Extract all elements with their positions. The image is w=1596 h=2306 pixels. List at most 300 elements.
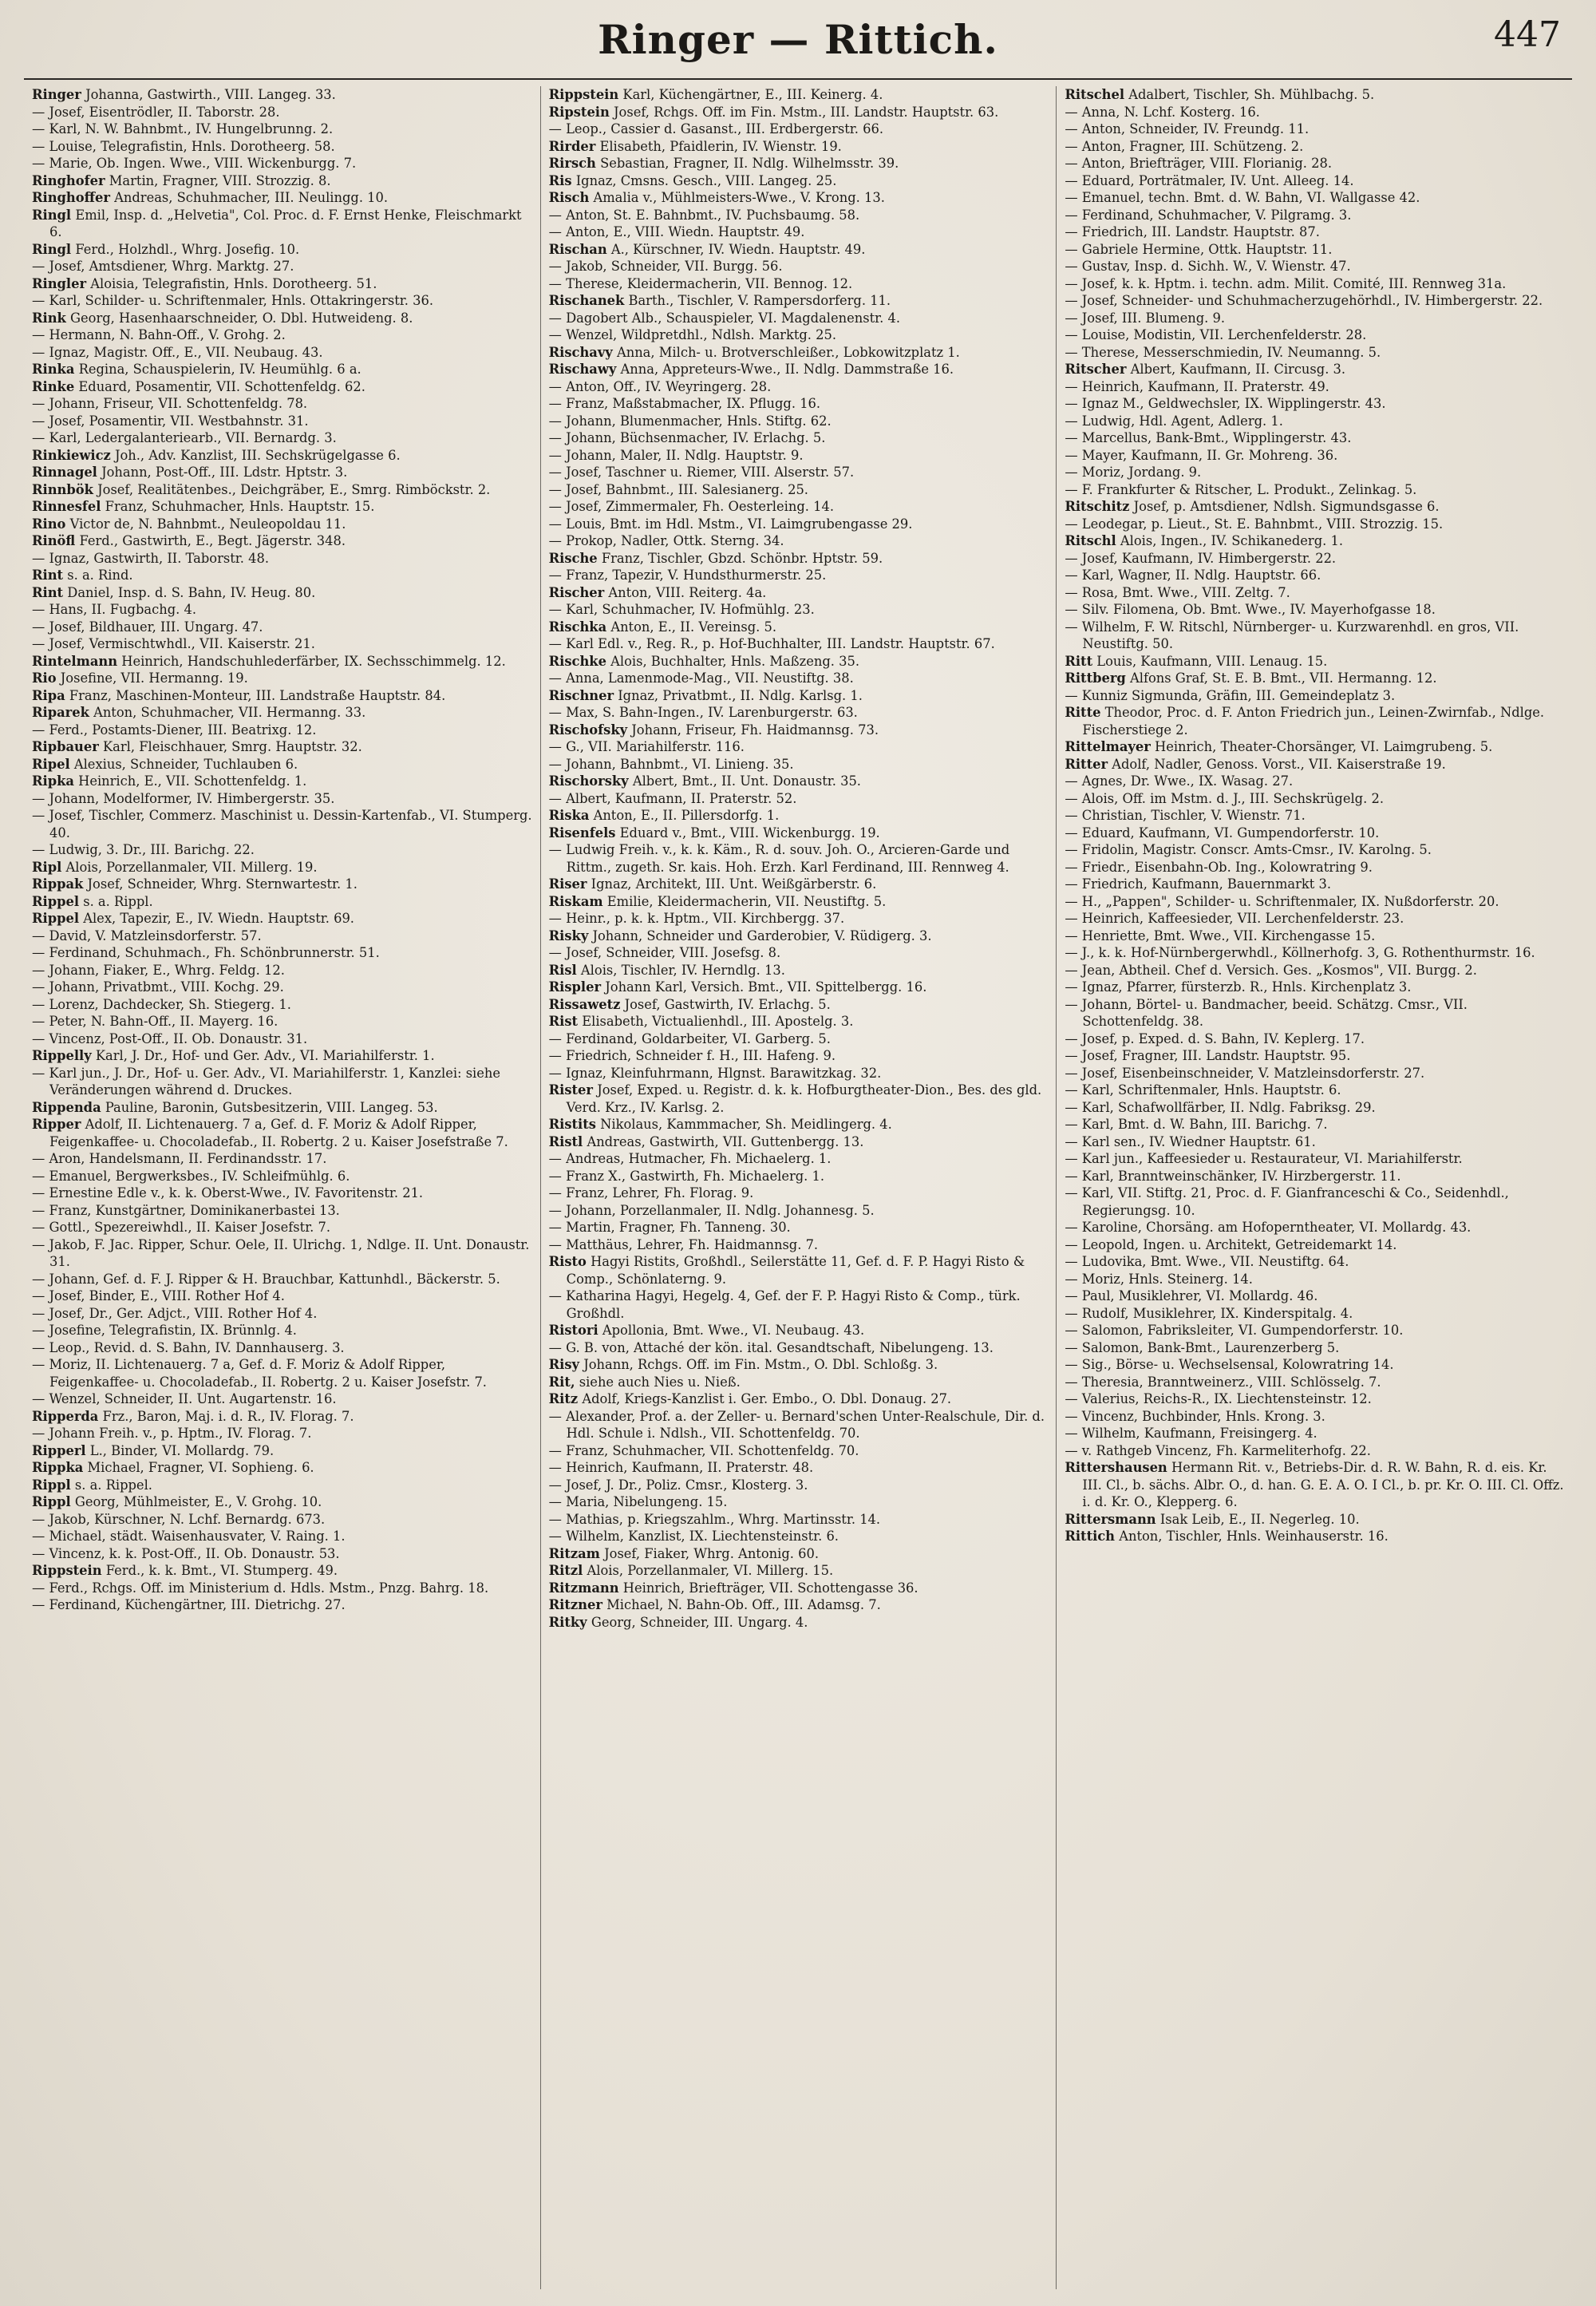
entry-details: — Rosa, Bmt. Wwe., VIII. Zeltg. 7. [1065,584,1290,600]
directory-entry [32,1287,532,1305]
entry-details: Anna, Milch- u. Brotverschleißer., Lobkowitzplatz 1. [616,344,960,360]
entry-surname: Rippl [32,1494,71,1509]
directory-entry [1065,859,1564,876]
entry-details: — Josef, Schneider, VIII. Josefsg. 8. [548,945,781,960]
directory-entry [32,1030,532,1048]
directory-columns [24,86,1572,2289]
entry-details: Hagyi Ristits, Großhdl., Seilerstätte 11, Gef. d. F. P. Hagyi Risto & Comp., Schönlaterng. 9. [566,1254,1025,1287]
entry-details: Heinrich, Briefträger, VII. Schottengasse 36. [622,1580,918,1596]
entry-details: Johanna, Gastwirth., VIII. Langeg. 33. [85,87,336,102]
entry-details: — Vincenz, Post-Off., II. Ob. Donaustr. 31. [32,1030,308,1046]
directory-entry [549,310,1049,327]
directory-entry [1065,104,1564,121]
entry-surname: Rinöfl [32,533,76,548]
entry-surname: Rint [32,584,64,600]
entry-details: — Johann, Büchsenmacher, IV. Erlachg. 5. [548,430,826,445]
entry-surname: Rische [548,550,598,566]
directory-entry [549,876,1049,893]
entry-surname: Rinnesfel [32,499,101,514]
entry-details: Barth., Tischler, V. Rampersdorferg. 11. [628,293,891,308]
entry-surname: Ristori [548,1323,598,1338]
entry-details: — Matthäus, Lehrer, Fh. Haidmannsg. 7. [548,1236,819,1252]
directory-entry [32,1168,532,1185]
entry-surname: Risy [548,1357,579,1372]
directory-entry [549,619,1049,636]
entry-details: — Karl, Wagner, II. Ndlg. Hauptstr. 66. [1065,568,1321,583]
entry-details: — Mathias, p. Kriegszahlm., Whrg. Martinsstr. 14. [548,1511,881,1527]
directory-entry [1065,1425,1564,1442]
entry-details: — Marcellus, Bank-Bmt., Wipplingerstr. 43. [1065,430,1352,445]
directory-entry [549,1150,1049,1168]
entry-details: — Ludwig, Hdl. Agent, Adlerg. 1. [1065,413,1283,429]
entry-surname: Riser [548,876,587,892]
entry-details: — Jakob, Schneider, VII. Burgg. 56. [548,259,783,274]
entry-details: — Josef, Eisenbeinschneider, V. Matzleinsdorferstr. 27. [1065,1065,1425,1081]
entry-details: Ignaz, Architekt, III. Unt. Weißgärberstr. 6. [591,876,877,892]
entry-details: — Moriz, Jordang. 9. [1065,465,1202,480]
directory-entry [32,481,532,499]
entry-details: Josef, Fiaker, Whrg. Antonig. 60. [604,1545,820,1561]
directory-entry [1065,138,1564,156]
entry-details: — Max, S. Bahn-Ingen., IV. Larenburgerstr. 63. [548,705,858,720]
entry-details: — Johann, Gef. d. F. J. Ripper & H. Brauchbar, Kattunhdl., Bäckerstr. 5. [32,1271,500,1287]
entry-details: s. a. Rind. [67,568,133,583]
directory-entry [549,223,1049,241]
entry-details: Anton, E., II. Pillersdorfg. 1. [593,808,780,823]
entry-details: — Kunniz Sigmunda, Gräfin, III. Gemeindeplatz 3. [1065,687,1396,703]
directory-entry [32,1493,532,1511]
directory-entry [1065,1390,1564,1408]
entry-details: — Ludwig, 3. Dr., III. Barichg. 22. [32,842,255,857]
directory-entry [549,1116,1049,1133]
directory-entry [32,498,532,516]
directory-entry [32,413,532,430]
directory-entry [549,395,1049,413]
directory-entry [549,790,1049,808]
entry-details: — F. Frankfurter & Ritscher, L. Produkt., Zelinkag. 5. [1065,481,1417,497]
entry-details: — Josef, Binder, E., VIII. Rother Hof 4. [32,1288,285,1303]
entry-details: — Mayer, Kaufmann, II. Gr. Mohreng. 36. [1065,447,1338,463]
entry-surname: Rinnagel [32,465,97,480]
entry-details: Josef, Exped. u. Registr. d. k. k. Hofburgtheater-Dion., Bes. des gld. Verd. Krz., IV. Karlsg. 2. [566,1082,1042,1115]
directory-entry [549,172,1049,190]
entry-details: — Leodegar, p. Lieut., St. E. Bahnbmt., VIII. Strozzig. 15. [1065,516,1444,532]
entry-surname: Rittershausen [1065,1460,1167,1475]
entry-details: Josef, Schneider, Whrg. Sternwartestr. 1. [87,876,358,892]
directory-entry [32,859,532,876]
directory-entry [549,825,1049,842]
directory-entry [549,1236,1049,1254]
entry-details: — Friedrich, III. Landstr. Hauptstr. 87. [1065,224,1320,239]
entry-details: — Dagobert Alb., Schauspieler, VI. Magdalenenstr. 4. [548,310,901,326]
directory-entry [32,1511,532,1529]
directory-entry [32,275,532,293]
directory-entry [32,1065,532,1099]
directory-entry [1065,704,1564,738]
entry-details: Elisabeth, Victualienhdl., III. Apostelg. 3. [582,1014,854,1029]
directory-entry [1065,1408,1564,1426]
entry-details: — Albert, Kaufmann, II. Praterstr. 52. [548,790,797,806]
directory-entry [32,1408,532,1426]
entry-details: Johann Karl, Versich. Bmt., VII. Spittelbergg. 16. [605,979,927,995]
directory-entry [32,1425,532,1442]
entry-details: Elisabeth, Pfaidlerin, IV. Wienstr. 19. [599,138,842,154]
directory-entry [1065,1459,1564,1511]
entry-surname: Rischavy [548,344,613,360]
directory-entry [1065,876,1564,893]
entry-details: Alois, Ingen., IV. Schikanederg. 1. [1120,533,1344,548]
entry-details: Nikolaus, Kammmacher, Sh. Meidlingerg. 4. [600,1117,892,1132]
directory-entry [549,292,1049,310]
entry-details: Sebastian, Fragner, II. Ndlg. Wilhelmsstr. 39. [600,156,899,171]
entry-details: Karl, Küchengärtner, E., III. Keinerg. 4. [622,87,883,102]
entry-details: — Eduard, Kaufmann, VI. Gumpendorferstr. 10. [1065,825,1380,841]
entry-details: — Karl, Schafwollfärber, II. Ndlg. Fabriksg. 29. [1065,1099,1376,1115]
entry-details: Adolf, Nadler, Genoss. Vorst., VII. Kaiserstraße 19. [1112,756,1446,772]
directory-entry [1065,962,1564,979]
entry-details: Franz, Tischler, Gbzd. Schönbr. Hptstr. 59. [601,550,883,566]
directory-entry [1065,344,1564,362]
entry-details: Johann, Schneider und Garderobier, V. Rüdigerg. 3. [592,928,932,943]
directory-entry [32,910,532,928]
entry-details: — Johann, Privatbmt., VIII. Kochg. 29. [32,979,284,995]
directory-entry [1065,1185,1564,1219]
entry-details: Adolf, II. Lichtenauerg. 7 a, Gef. d. F. Moriz & Adolf Ripper, Feigenkaffee- u. Chocoladefab., II. Robertg. 2 u. Kaiser Josefstraße 7. [49,1117,508,1149]
directory-entry [549,944,1049,962]
directory-entry [549,104,1049,121]
directory-entry [32,1150,532,1168]
directory-entry [1065,687,1564,705]
entry-details: — Therese, Messerschmiedin, IV. Neumanng. 5. [1065,344,1381,360]
entry-details: Eduard, Posamentir, VII. Schottenfeldg. 62. [78,378,365,394]
entry-details: — Ludovika, Bmt. Wwe., VII. Neustiftg. 64. [1065,1254,1349,1269]
directory-entry [549,1047,1049,1065]
entry-details: — Josef, Posamentir, VII. Westbahnstr. 31. [32,413,309,429]
entry-surname: Ripl [32,859,62,875]
entry-surname: Ritschitz [1065,499,1130,514]
entry-details: — Heinrich, Kaffeesieder, VII. Lerchenfelderstr. 23. [1065,911,1404,926]
entry-details: — G. B. von, Attaché der kön. ital. Gesandtschaft, Nibelungeng. 13. [548,1339,994,1355]
entry-details: — Anton, Briefträger, VIII. Florianig. 28. [1065,156,1333,171]
directory-entry [32,1356,532,1390]
entry-details: Josef, p. Amtsdiener, Ndlsh. Sigmundsgasse 6. [1133,499,1440,514]
directory-entry [32,241,532,259]
entry-details: — Josef, Schneider- und Schuhmacherzugehörhdl., IV. Himbergerstr. 22. [1065,293,1543,308]
entry-surname: Rippka [32,1460,84,1475]
directory-entry [1065,310,1564,327]
directory-entry [1065,825,1564,842]
directory-entry [1065,790,1564,808]
directory-entry [32,464,532,481]
directory-entry [549,1339,1049,1357]
directory-entry [1065,258,1564,275]
entry-details: Louis, Kaufmann, VIII. Lenaug. 15. [1096,653,1328,669]
directory-entry [1065,944,1564,962]
entry-surname: Ringer [32,87,81,102]
entry-surname: Rittich [1065,1529,1116,1544]
entry-details: Michael, Fragner, VI. Sophieng. 6. [87,1460,314,1475]
entry-details: — Ignaz M., Geldwechsler, IX. Wipplingerstr. 43. [1065,396,1386,411]
entry-surname: Ripperl [32,1442,86,1458]
entry-surname: Rink [32,310,66,326]
directory-entry [549,1287,1049,1322]
directory-entry [549,121,1049,138]
directory-entry [1065,807,1564,825]
entry-details: — Anna, Lamenmode-Mag., VII. Neustiftg. 38. [548,670,854,686]
directory-entry [32,876,532,893]
directory-entry [1065,601,1564,619]
entry-details: Pauline, Baronin, Gutsbesitzerin, VIII. Langeg. 53. [105,1099,438,1115]
entry-details: Johann, Rchgs. Off. im Fin. Mstm., O. Dbl. Schloßg. 3. [583,1357,938,1372]
entry-details: — Vincenz, k. k. Post-Off., II. Ob. Donaustr. 53. [32,1545,340,1561]
entry-details: — Christian, Tischler, V. Wienstr. 71. [1065,808,1306,823]
directory-entry [549,1528,1049,1545]
directory-entry [549,996,1049,1014]
directory-entry [32,310,532,327]
entry-surname: Ritky [548,1614,587,1630]
directory-entry [1065,996,1564,1030]
directory-entry [549,567,1049,584]
entry-details: — Michael, städt. Waisenhausvater, V. Raing. 1. [32,1529,346,1544]
entry-details: — Ferdinand, Schuhmach., Fh. Schönbrunnerstr. 51. [32,945,380,960]
entry-details: — Josef, J. Dr., Poliz. Cmsr., Klosterg. 3. [548,1477,808,1493]
directory-entry [1065,1030,1564,1048]
directory-entry [549,1390,1049,1408]
entry-details: — Fridolin, Magistr. Conscr. Amts-Cmsr., IV. Karolng. 5. [1065,842,1432,857]
entry-surname: Rinke [32,378,75,394]
entry-details: — Gustav, Insp. d. Sichh. W., V. Wienstr. 47. [1065,259,1351,274]
entry-details: Emil, Insp. d. „Helvetia", Col. Proc. d. F. Ernst Henke, Fleischmarkt 6. [49,207,522,239]
directory-entry [32,893,532,911]
entry-details: Georg, Schneider, III. Ungarg. 4. [591,1614,808,1630]
entry-details: — Rudolf, Musiklehrer, IX. Kinderspitalg. 4. [1065,1305,1353,1321]
entry-surname: Rippelly [32,1048,92,1063]
entry-details: Josef, Gastwirth, IV. Erlachg. 5. [624,996,831,1012]
entry-details: — J., k. k. Hof-Nürnbergerwhdl., Köllnerhofg. 3, G. Rothenthurmstr. 16. [1065,945,1535,960]
entry-details: — Therese, Kleidermacherin, VII. Bennog. 12. [548,275,853,291]
directory-entry [549,893,1049,911]
directory-entry [32,447,532,465]
entry-details: s. a. Rippel. [74,1477,152,1493]
entry-details: — Silv. Filomena, Ob. Bmt. Wwe., IV. Mayerhofgasse 18. [1065,602,1436,617]
entry-surname: Rister [548,1082,593,1098]
entry-details: — Karl, Schriftenmaler, Hnls. Hauptstr. 6. [1065,1082,1341,1098]
directory-entry [32,155,532,172]
directory-entry [32,1219,532,1236]
entry-surname: Rio [32,670,57,686]
directory-entry [32,738,532,756]
entry-details: — Wilhelm, Kanzlist, IX. Liechtensteinstr. 6. [548,1529,839,1544]
directory-entry [32,1099,532,1117]
entry-details: — v. Rathgeb Vincenz, Fh. Karmeliterhofg. 22. [1065,1442,1371,1458]
entry-details: — Alexander, Prof. a. der Zeller- u. Bernard'schen Unter-Realschule, Dir. d. Hdl. Schule i. Ndlsh., VII. Schottenfeldg. 70. [548,1408,1045,1441]
directory-entry [549,1185,1049,1202]
entry-surname: Ringler [32,275,87,291]
directory-entry [1065,1150,1564,1168]
entry-details: Adolf, Kriegs-Kanzlist i. Ger. Embo., O. Dbl. Donaug. 27. [582,1391,952,1406]
entry-surname: Ris [548,172,572,188]
directory-entry [1065,413,1564,430]
entry-details: — Ferdinand, Goldarbeiter, VI. Garberg. 5. [548,1030,831,1046]
directory-entry [32,1442,532,1460]
directory-entry [32,86,532,104]
entry-surname: Ritt [1065,653,1093,669]
directory-entry [549,326,1049,344]
entry-details: Alexius, Schneider, Tuchlauben 6. [73,756,298,772]
directory-entry [32,687,532,705]
entry-details: — Anna, N. Lchf. Kosterg. 16. [1065,104,1260,120]
entry-surname: Rispler [548,979,602,995]
entry-details: — David, V. Matzleinsdorferstr. 57. [32,928,262,943]
entry-details: Heinrich, E., VII. Schottenfeldg. 1. [78,773,307,789]
directory-entry [549,498,1049,516]
entry-details: Andreas, Gastwirth, VII. Guttenbergg. 13. [587,1133,864,1149]
directory-entry [549,532,1049,550]
entry-details: — Peter, N. Bahn-Off., II. Mayerg. 16. [32,1014,279,1029]
entry-surname: Rippstein [548,87,619,102]
entry-details: Heinrich, Handschuhlederfärber, IX. Sechsschimmelg. 12. [121,653,506,669]
entry-details: — Jean, Abtheil. Chef d. Versich. Ges. „Kosmos", VII. Burgg. 2. [1065,962,1477,978]
entry-details: — Josef, Dr., Ger. Adjct., VIII. Rother Hof 4. [32,1305,318,1321]
directory-entry [1065,1133,1564,1151]
entry-details: — Anton, St. E. Bahnbmt., IV. Puchsbaumg. 58. [548,207,860,223]
entry-details: Josef, Realitätenbes., Deichgräber, E., Smrg. Rimböckstr. 2. [97,481,491,497]
entry-details: — Johann, Maler, II. Ndlg. Hauptstr. 9. [548,447,804,463]
entry-details: Ignaz, Cmsns. Gesch., VIII. Langeg. 25. [575,172,837,188]
column-2 [540,86,1057,2289]
entry-details: — Aron, Handelsmann, II. Ferdinandsstr. 17. [32,1151,327,1166]
entry-surname: Ritschl [1065,533,1116,548]
directory-entry [32,807,532,841]
entry-details: — Franz, Lehrer, Fh. Florag. 9. [548,1185,754,1200]
directory-entry [1065,756,1564,773]
entry-details: — Karl, Schilder- u. Schriftenmaler, Hnls. Ottakringerstr. 36. [32,293,434,308]
entry-details: — Johann, Börtel- u. Bandmacher, beeid. Schätzg. Cmsr., VII. Schottenfeldg. 38. [1065,996,1468,1029]
entry-details: — Josef, Bahnbmt., III. Salesianerg. 25. [548,481,808,497]
directory-entry [1065,481,1564,499]
entry-details: — Karl Edl. v., Reg. R., p. Hof-Buchhalter, III. Landstr. Hauptstr. 67. [548,636,995,651]
entry-details: — Karl, Branntweinschänker, IV. Hirzbergerstr. 11. [1065,1168,1401,1184]
entry-details: — Heinrich, Kaufmann, II. Praterstr. 48. [548,1460,814,1475]
entry-details: — H., „Pappen", Schilder- u. Schriftenmaler, IX. Nußdorferstr. 20. [1065,893,1499,909]
entry-details: — Gabriele Hermine, Ottk. Hauptstr. 11. [1065,241,1333,257]
entry-details: — Theresia, Branntweinerz., VIII. Schlösselg. 7. [1065,1374,1381,1390]
entry-details: — Ignaz, Pfarrer, fürsterzb. R., Hnls. Kirchenplatz 3. [1065,979,1412,995]
entry-surname: Rippenda [32,1099,101,1115]
entry-details: — Josef, Fragner, III. Landstr. Hauptstr. 95. [1065,1048,1351,1063]
directory-entry [1065,979,1564,996]
entry-details: Isak Leib, E., II. Negerleg. 10. [1159,1511,1360,1527]
entry-surname: Ripa [32,687,65,703]
directory-entry [549,1596,1049,1614]
directory-entry [549,464,1049,481]
entry-details: Alois, Porzellanmaler, VI. Millerg. 15. [587,1563,834,1578]
entry-details: Franz, Schuhmacher, Hnls. Hauptstr. 15. [105,499,375,514]
entry-details: siehe auch Nies u. Nieß. [579,1374,741,1390]
entry-details: — Friedrich, Kaufmann, Bauernmarkt 3. [1065,876,1332,892]
entry-details: — Josef, Zimmermaler, Fh. Oesterleing. 14. [548,499,835,514]
entry-details: — Louise, Telegrafistin, Hnls. Dorotheerg. 58. [32,138,335,154]
entry-surname: Ripperda [32,1408,99,1424]
entry-surname: Ritzner [548,1597,602,1612]
entry-details: — Martin, Fragner, Fh. Tanneng. 30. [548,1220,791,1235]
directory-entry [549,738,1049,756]
entry-details: — Wilhelm, Kaufmann, Freisingerg. 4. [1065,1426,1317,1441]
directory-entry [32,292,532,310]
entry-details: — Lorenz, Dachdecker, Sh. Stiegerg. 1. [32,996,291,1012]
directory-entry [549,1133,1049,1151]
directory-entry [549,670,1049,687]
directory-entry [549,138,1049,156]
entry-surname: Ringl [32,241,72,257]
directory-entry [32,1305,532,1323]
directory-entry [1065,584,1564,602]
directory-entry [1065,841,1564,859]
entry-details: — Josef, Amtsdiener, Whrg. Marktg. 27. [32,259,294,274]
directory-entry [549,1545,1049,1563]
entry-details: Heinrich, Theater-Chorsänger, VI. Laimgrubeng. 5. [1155,739,1493,754]
entry-details: — Andreas, Hutmacher, Fh. Michaelerg. 1. [548,1151,832,1166]
entry-details: L., Binder, VI. Mollardg. 79. [89,1442,275,1458]
directory-entry [32,532,532,550]
directory-entry [1065,207,1564,224]
directory-entry [1065,1305,1564,1323]
entry-details: — Wenzel, Wildpretdhl., Ndlsh. Marktg. 25. [548,327,837,342]
entry-details: — Johann, Porzellanmaler, II. Ndlg. Johannesg. 5. [548,1202,875,1218]
entry-details: Johann, Friseur, Fh. Haidmannsg. 73. [631,722,879,738]
entry-details: — Josef, Kaufmann, IV. Himbergerstr. 22. [1065,550,1337,566]
directory-entry [32,172,532,190]
directory-entry [32,790,532,808]
entry-details: — Johann, Friseur, VII. Schottenfeldg. 78. [32,396,308,411]
directory-entry [32,704,532,722]
entry-details: — Maria, Nibelungeng. 15. [548,1494,728,1509]
entry-surname: Rischan [548,241,607,257]
directory-entry [549,1322,1049,1339]
directory-entry [549,1065,1049,1082]
entry-surname: Ripbauer [32,739,99,754]
directory-entry [32,121,532,138]
entry-details: Albert, Kaufmann, II. Circusg. 3. [1130,362,1346,377]
entry-surname: Rinka [32,362,75,377]
entry-details: — Alois, Off. im Mstm. d. J., III. Sechskrügelg. 2. [1065,790,1384,806]
directory-entry [549,241,1049,259]
entry-surname: Risl [548,962,577,978]
entry-surname: Rippel [32,893,80,909]
entry-details: — Franz, Schuhmacher, VII. Schottenfeldg. 70. [548,1442,859,1458]
entry-details: — Josef, III. Blumeng. 9. [1065,310,1226,326]
directory-entry [32,996,532,1014]
directory-entry [1065,223,1564,241]
directory-entry [1065,172,1564,190]
directory-entry [32,516,532,533]
entry-details: Emilie, Kleidermacherin, VII. Neustiftg. 5. [606,893,887,909]
directory-entry [549,722,1049,739]
directory-entry [32,944,532,962]
entry-details: — Paul, Musiklehrer, VI. Mollardg. 46. [1065,1288,1318,1303]
directory-entry [1065,292,1564,310]
entry-surname: Risto [548,1254,587,1269]
directory-entry [32,653,532,670]
entry-surname: Rinkiewicz [32,447,111,463]
entry-details: — Vincenz, Buchbinder, Hnls. Krong. 3. [1065,1408,1325,1424]
directory-entry [1065,516,1564,533]
directory-entry [1065,86,1564,104]
entry-details: s. a. Rippl. [83,893,153,909]
entry-surname: Ritschel [1065,87,1125,102]
entry-surname: Riskam [548,893,603,909]
entry-details: — Franz, Kunstgärtner, Dominikanerbastei 13. [32,1202,340,1218]
